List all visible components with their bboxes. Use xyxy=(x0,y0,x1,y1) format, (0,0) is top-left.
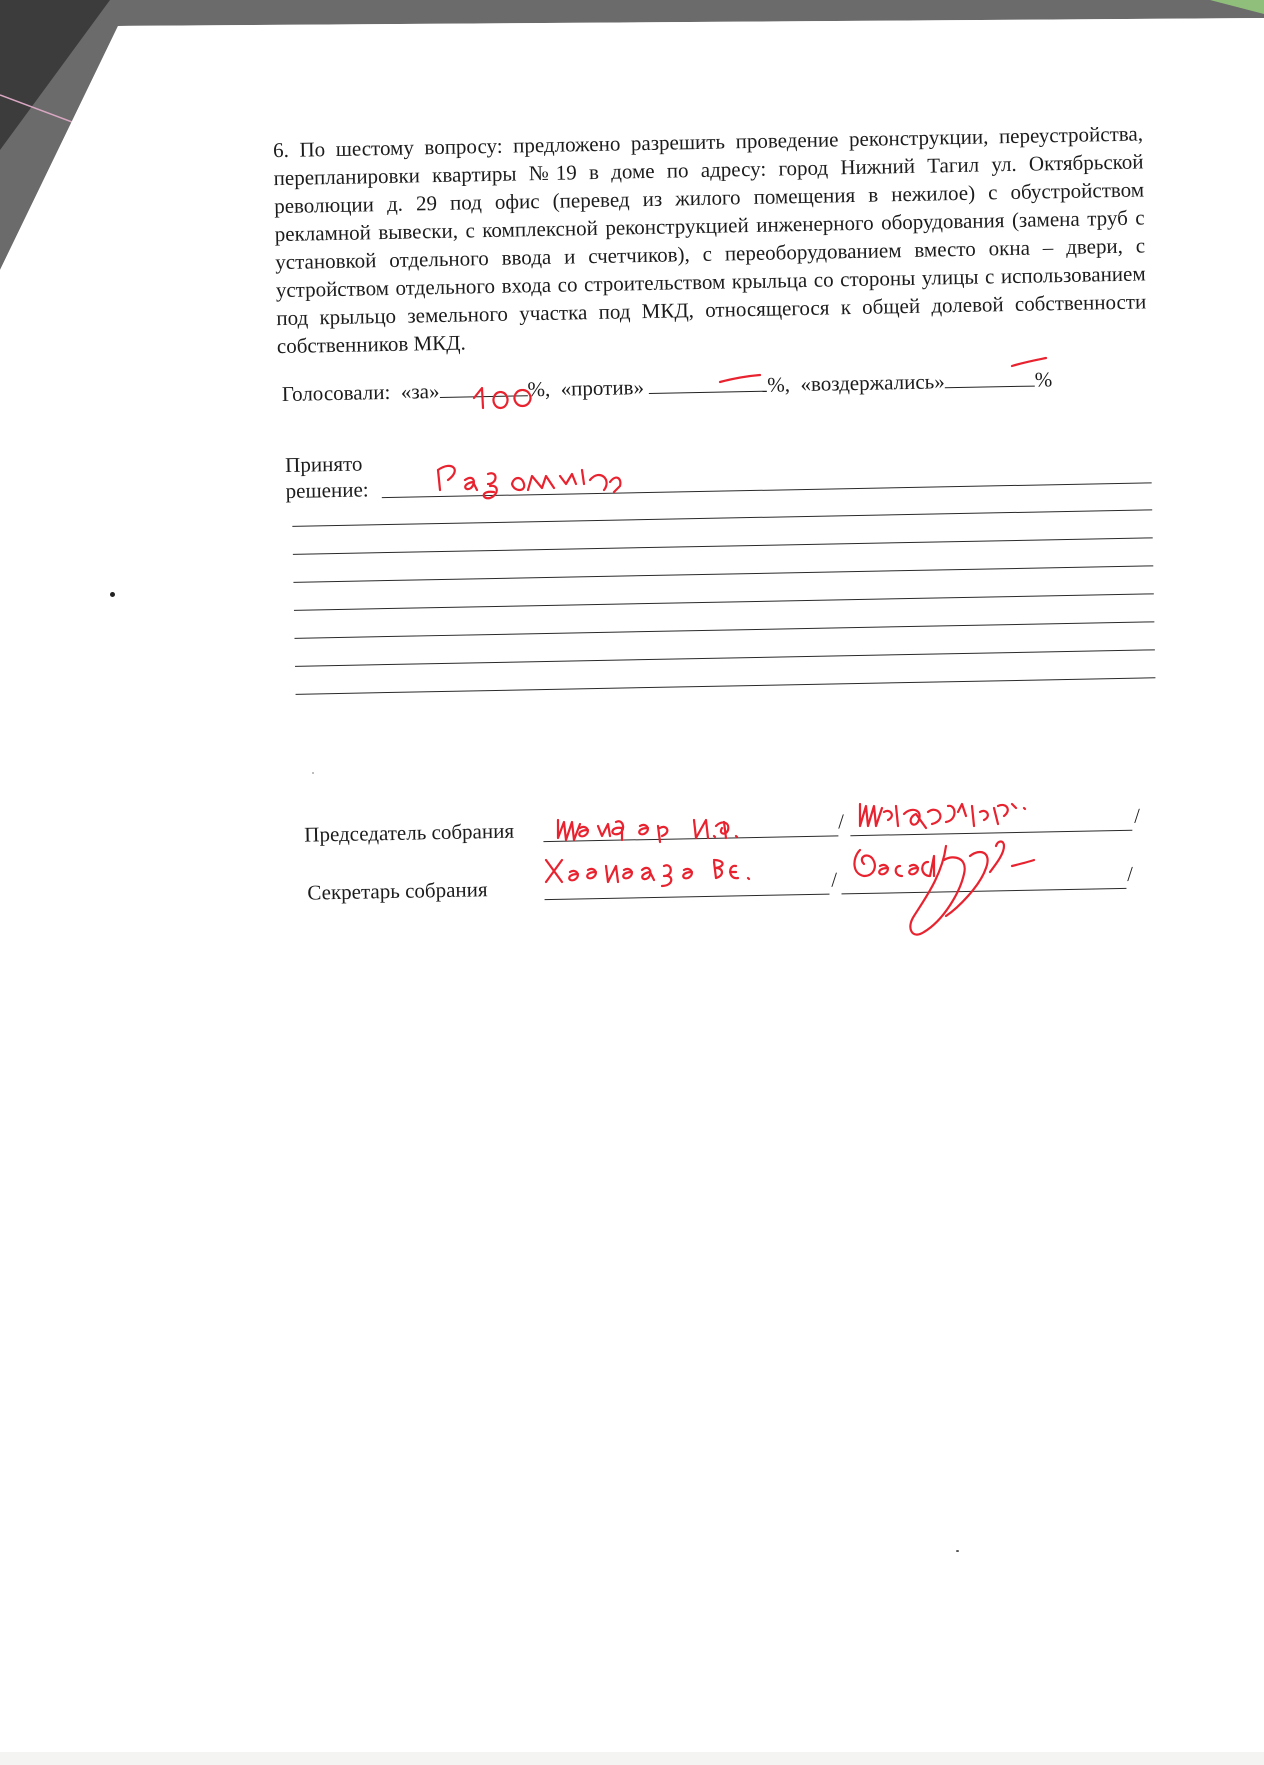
scan-speck xyxy=(956,1550,959,1552)
vote-for-label: «за» xyxy=(400,379,440,404)
vote-for-percent: % xyxy=(527,376,546,402)
decision-line xyxy=(294,621,1154,639)
chairman-label: Председатель собрания xyxy=(304,818,515,847)
decision-label-line2: решение: xyxy=(285,477,369,503)
vote-label: Голосовали: xyxy=(281,379,391,407)
chairman-slash: / xyxy=(837,809,845,834)
vote-line: Голосовали: «за» %, «против» %, «воздержались» % xyxy=(281,367,1053,407)
chairman-name-line xyxy=(543,835,838,842)
decision-label xyxy=(285,450,369,504)
decision-label-line1: Принято xyxy=(284,451,363,477)
decision-line xyxy=(295,649,1155,667)
scan-speck xyxy=(110,592,115,597)
vote-abstain-percent: % xyxy=(1034,367,1053,392)
scan-speck xyxy=(312,772,314,774)
vote-abstain-label: «воздержались» xyxy=(800,369,945,397)
vote-against-blank xyxy=(649,371,767,394)
chairman-signature-line xyxy=(850,830,1132,836)
decision-line xyxy=(382,482,1152,498)
decision-line xyxy=(294,593,1154,611)
vote-abstain-blank xyxy=(944,366,1034,389)
secretary-slash-end: / xyxy=(1126,861,1134,886)
vote-against-label: «против» xyxy=(560,375,645,401)
secretary-name-line xyxy=(545,894,830,900)
chairman-slash-end: / xyxy=(1133,803,1141,828)
decision-line xyxy=(296,677,1156,695)
secretary-label: Секретарь собрания xyxy=(307,877,488,905)
decision-line xyxy=(292,509,1152,527)
secretary-slash: / xyxy=(831,867,838,892)
secretary-signature-line xyxy=(841,888,1126,894)
decision-line xyxy=(293,537,1153,555)
question-six-text: 6. По шестому вопросу: предложено разрешить проведение реконструкции, переустройства, перепланировки квартиры №19 в доме по адресу: город Нижний Тагил ул. Октябрьской революции д. 29 под офис (перевед из жилого помещения в нежилое) с обустройством рекламной вывески, с комплексной реконструкцией инженерного оборудования (замена труб с установкой отдельного ввода и счетчиков), с переоборудованием вместо окна – двери, с устройством отдельного входа со строительством крыльца со стороны улицы с использованием под крыльцо земельного участка под МКД, относящегося к общей долевой собственности собственников МКД. xyxy=(272,121,1147,359)
vote-against-percent: % xyxy=(766,372,785,397)
vote-for-blank xyxy=(439,375,527,398)
decision-line xyxy=(293,565,1153,583)
